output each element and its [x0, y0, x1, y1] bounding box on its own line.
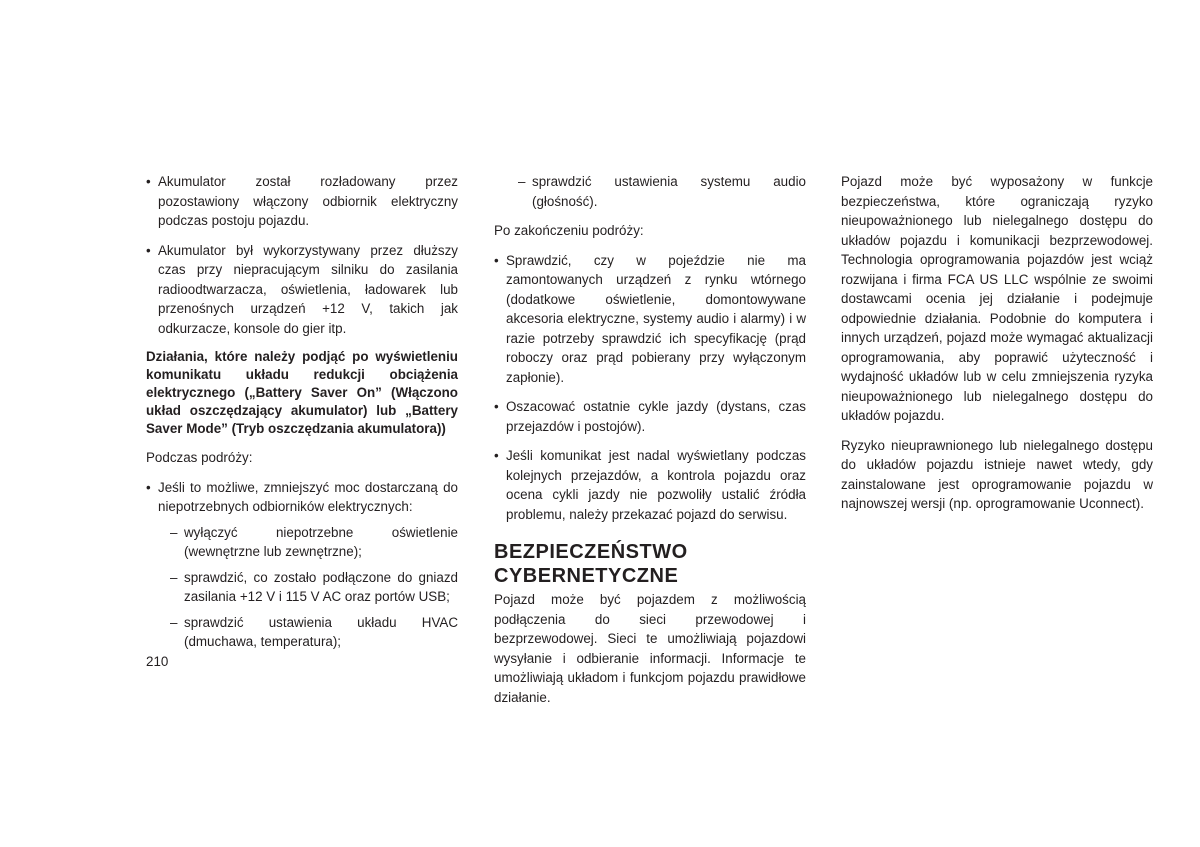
- dash-item: [146, 568, 458, 607]
- left-column: [146, 172, 458, 658]
- right-column: [841, 172, 1153, 524]
- dash-item: [146, 523, 458, 562]
- bullet-item: [146, 241, 458, 339]
- middle-column: [494, 172, 806, 717]
- bullet-marker: •: [146, 174, 151, 189]
- bullet-marker: •: [494, 448, 499, 463]
- dash-text: wyłączyć niepotrzebne oświetlenie (wewnętrzne lub zewnętrzne);: [184, 524, 458, 559]
- battery-saver-subheading: Działania, które należy podjąć po wyświetleniu komunikatu układu redukcji obciążenia elektrycznego („Battery Saver On” (Włączono układ oszczędzający akumulator) lub „Battery Saver Mode” (Tryb oszczędzania akumulatora)): [146, 349, 458, 436]
- dash-item: [494, 172, 806, 211]
- section-title-line: BEZPIECZEŃSTWO: [494, 541, 688, 563]
- dash-marker: –: [170, 524, 178, 540]
- bullet-item: [494, 397, 806, 436]
- dash-marker: –: [518, 174, 526, 189]
- page-number: 210: [146, 654, 169, 669]
- bullet-text: Oszacować ostatnie cykle jazdy (dystans, czas przejazdów i postojów).: [506, 399, 806, 434]
- bullet-text: Akumulator został rozładowany przez pozostawiony włączony odbiornik elektryczny podczas postoju pojazdu.: [158, 174, 458, 228]
- dash-text: sprawdzić ustawienia układu HVAC (dmuchawa, temperatura);: [184, 614, 458, 649]
- bullet-item: [494, 446, 806, 524]
- bullet-marker: •: [494, 252, 499, 268]
- bullet-text: Jeśli komunikat jest nadal wyświetlany podczas kolejnych przejazdów, a kontrola pojazdu oraz ocena cykli jazdy nie pozwoliły ustalić źródła problemu, należy przekazać pojazd do serwisu.: [506, 448, 806, 522]
- dash-item: [146, 613, 458, 652]
- bullet-item: [494, 251, 806, 388]
- bullet-text: Akumulator był wykorzystywany przez dłuższy czas przy niepracującym silniku do zasilania radioodtwarzacza, oświetlenia, ładowarek lub przenośnych urządzeń +12 V, takich jak odkurzacze, konsole do gier itp.: [158, 242, 458, 336]
- section-title-line: CYBERNETYCZNE: [494, 565, 679, 587]
- bullet-marker: •: [146, 242, 151, 258]
- section-title: [494, 540, 806, 588]
- bullet-item: [146, 172, 458, 231]
- dash-text: sprawdzić, co zostało podłączone do gniazd zasilania +12 V i 115 V AC oraz portów USB;: [184, 569, 458, 604]
- cybersecurity-paragraph: Pojazd może być pojazdem z możliwością podłączenia do sieci przewodowej i bezprzewodowej. Sieci te umożliwiają pojazdowi wysyłanie i odbieranie informacji. Informacje te umożliwiają układom i funkcjom pojazdu prawidłowe działanie.: [494, 592, 806, 705]
- bullet-marker: •: [494, 399, 499, 414]
- dash-marker: –: [170, 614, 178, 630]
- bullet-text: Jeśli to możliwe, zmniejszyć moc dostarczaną do niepotrzebnych odbiorników elektrycznych:: [158, 479, 458, 514]
- bullet-marker: •: [146, 479, 151, 495]
- security-paragraph: Pojazd może być wyposażony w funkcje bezpieczeństwa, które ograniczają ryzyko nieupoważnionego lub nielegalnego dostępu do układów pojazdu i komunikacji bezprzewodowej. Technologia oprogramowania pojazdów jest wciąż rozwijana i firma FCA US LLC wspólnie ze swoimi dostawcami ocenia jej działanie i podejmuje odpowiednie działania. Podobnie do komputera i innych urządzeń, pojazd może wymagać aktualizacji oprogramowania, aby poprawić użyteczność i wydajność układów lub w celu zmniejszenia ryzyka nieupoważnionego lub nielegalnego dostępu do układów pojazdu.: [841, 174, 1153, 423]
- risk-paragraph: Ryzyko nieuprawnionego lub nielegalnego dostępu do układów pojazdu istnieje nawet wtedy, gdy zainstalowane jest oprogramowanie pojazdu w najnowszej wersji (np. oprogramowanie Uconnect).: [841, 437, 1153, 511]
- bullet-item: [146, 478, 458, 517]
- after-trip-label: Po zakończeniu podróży:: [494, 223, 644, 238]
- during-trip-label: Podczas podróży:: [146, 450, 253, 465]
- dash-marker: –: [170, 569, 178, 585]
- dash-text: sprawdzić ustawienia systemu audio (głośność).: [532, 174, 806, 209]
- bullet-text: Sprawdzić, czy w pojeździe nie ma zamontowanych urządzeń z rynku wtórnego (dodatkowe oświetlenie, domontowywane akcesoria elektryczne, systemy audio i alarmy) i w razie potrzeby sprawdzić ich specyfikację (prąd roboczy oraz prąd pobierany przy wyłączonym zapłonie).: [506, 252, 806, 385]
